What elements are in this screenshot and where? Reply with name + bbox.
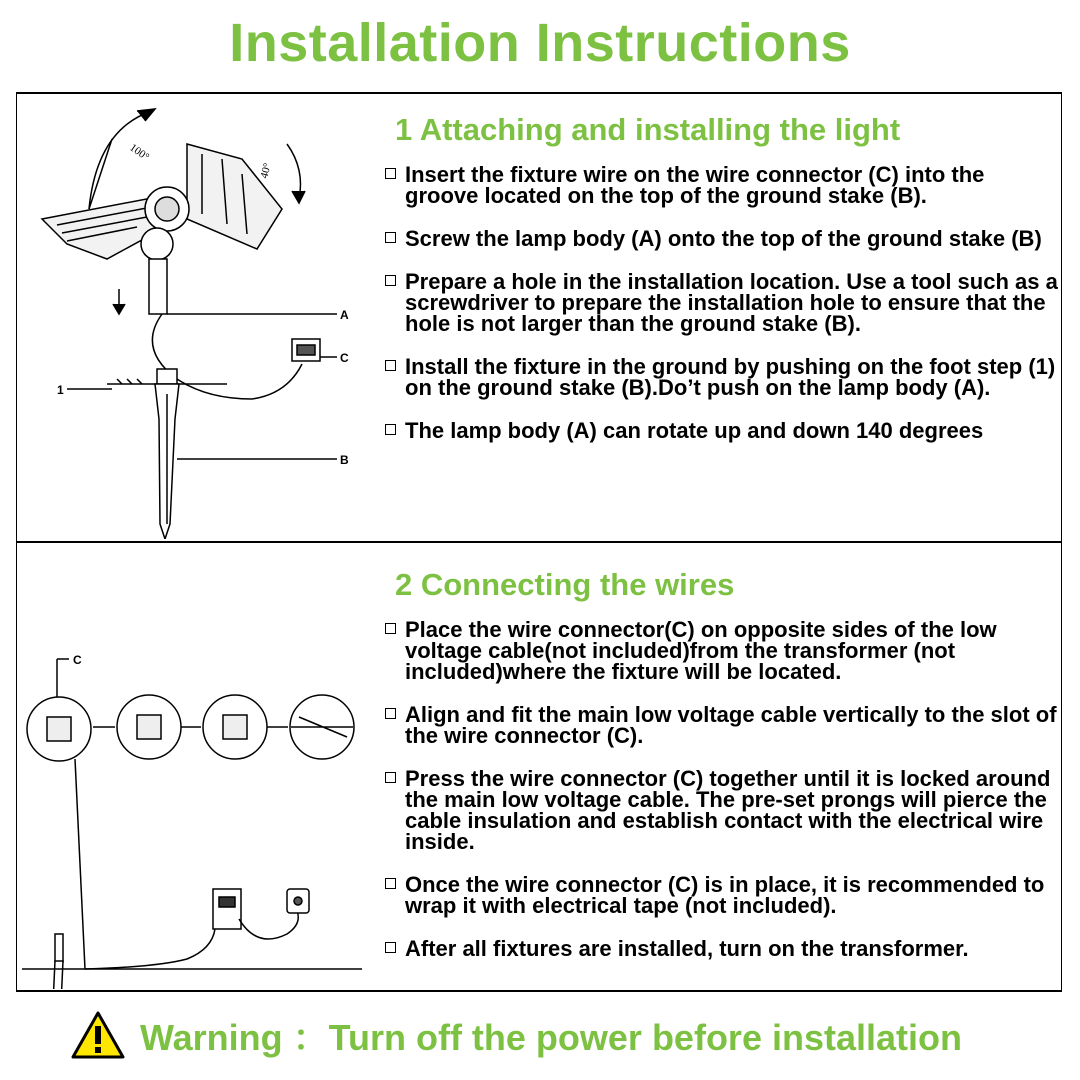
- checkbox-icon: [385, 942, 396, 953]
- angle-up-label: 100°: [127, 141, 152, 164]
- warning-banner: [70, 1005, 1030, 1065]
- checkbox-icon: [385, 772, 396, 783]
- step-item: After all fixtures are installed, turn on the transformer.: [383, 938, 1063, 959]
- section2-steps: [383, 619, 1063, 981]
- section2-heading: 2 Connecting the wires: [395, 567, 735, 602]
- step-item: Align and fit the main low voltage cable vertically to the slot of the wire connector (C).: [383, 704, 1063, 746]
- angle-down-label: 40°: [258, 161, 274, 180]
- step-item: Screw the lamp body (A) onto the top of the ground stake (B): [383, 228, 1063, 249]
- step-item: Install the fixture in the ground by pushing on the foot step (1) on the ground stake (B).Do’t push on the lamp body (A).: [383, 356, 1063, 398]
- warning-text: Warning ：Turn off the power before installation: [140, 1016, 962, 1058]
- step-item: Prepare a hole in the installation location. Use a tool such as a screwdriver to prepare the installation hole to ensure that the hole is not larger than the ground stake (B).: [383, 271, 1063, 334]
- step-item: Insert the fixture wire on the wire connector (C) into the groove located on the top of the ground stake (B).: [383, 164, 1063, 206]
- instructions-frame: [16, 92, 1062, 992]
- section1-heading: 1 Attaching and installing the light: [395, 112, 901, 147]
- section-divider: [17, 541, 1061, 543]
- step-item: Press the wire connector (C) together until it is locked around the main low voltage cable. The pre-set prongs will pierce the cable insulation and establish contact with the electrical wire inside.: [383, 768, 1063, 852]
- label-1: 1: [57, 383, 64, 397]
- section1-steps: [383, 164, 1063, 463]
- checkbox-icon: [385, 623, 396, 634]
- wire-connect-diagram: [17, 549, 377, 989]
- checkbox-icon: [385, 360, 396, 371]
- label-a: A: [340, 308, 349, 322]
- checkbox-icon: [385, 424, 396, 435]
- step-item: Once the wire connector (C) is in place, it is recommended to wrap it with electrical tape (not included).: [383, 874, 1063, 916]
- checkbox-icon: [385, 708, 396, 719]
- lamp-install-diagram: [37, 99, 377, 539]
- step-item: The lamp body (A) can rotate up and down 140 degrees: [383, 420, 1063, 441]
- checkbox-icon: [385, 168, 396, 179]
- step-item: Place the wire connector(C) on opposite sides of the low voltage cable(not included)from the transformer (not included)where the fixture will be located.: [383, 619, 1063, 682]
- warning-triangle-icon: [70, 1010, 126, 1060]
- label-b: B: [340, 453, 349, 467]
- label-c-2: C: [73, 653, 82, 667]
- checkbox-icon: [385, 878, 396, 889]
- checkbox-icon: [385, 232, 396, 243]
- page-title: Installation Instructions: [229, 13, 851, 73]
- checkbox-icon: [385, 275, 396, 286]
- label-c: C: [340, 351, 349, 365]
